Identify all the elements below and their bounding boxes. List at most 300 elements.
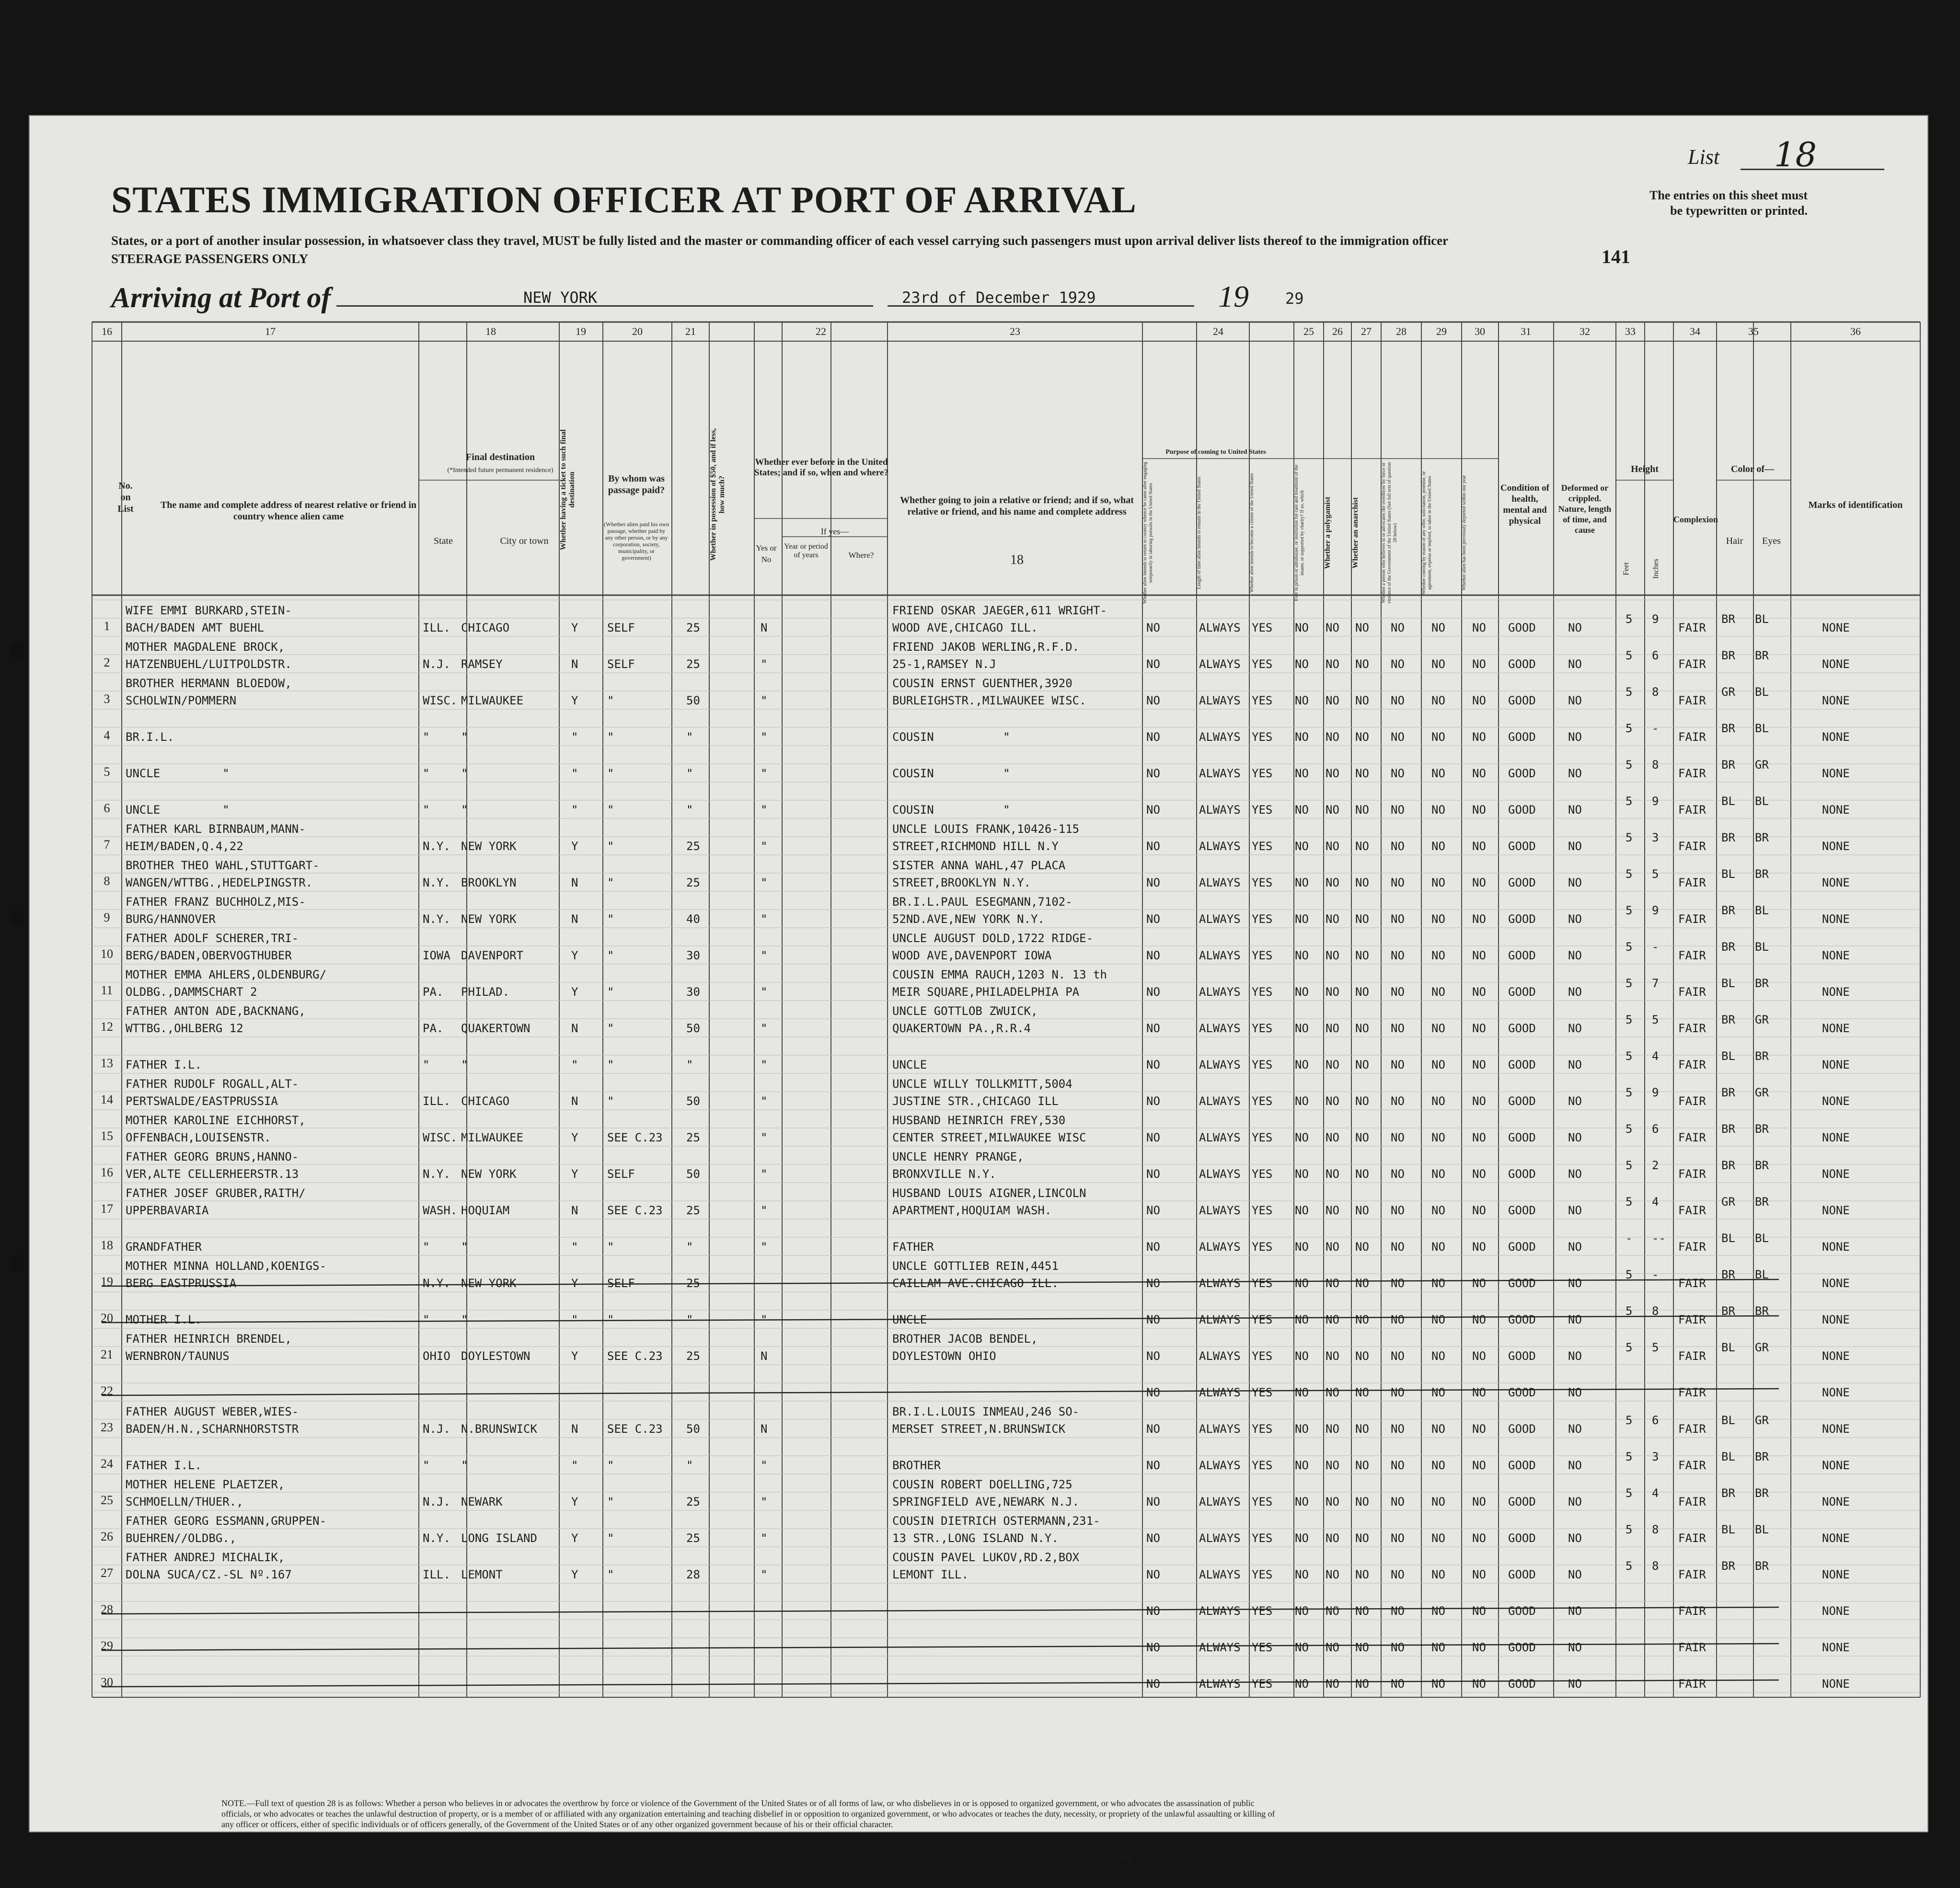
cell-anar: NO	[1355, 1604, 1369, 1618]
cell-poly: NO	[1326, 621, 1339, 634]
cell-state: "	[423, 767, 430, 780]
cell-rel1: MOTHER EMMA AHLERS,OLDENBURG/	[126, 968, 327, 981]
cell-cit: YES	[1252, 767, 1273, 780]
header-hair: Hair	[1726, 536, 1743, 546]
cell-rel1: FATHER JOSEF GRUBER,RAITH/	[126, 1186, 306, 1200]
list-label: List	[1688, 145, 1720, 169]
cell-q29: NO	[1431, 803, 1445, 817]
cell-ticket: "	[571, 1240, 578, 1254]
cell-feet: 5	[1626, 1049, 1633, 1063]
row-number: 20	[101, 1311, 113, 1325]
cell-length: ALWAYS	[1199, 1277, 1241, 1290]
cell-feet: 5	[1626, 940, 1633, 954]
cell-health: GOOD	[1508, 1058, 1536, 1071]
cell-eyes: BL	[1755, 612, 1769, 626]
cell-prison: NO	[1295, 803, 1309, 817]
cell-q29: NO	[1431, 1058, 1445, 1071]
cell-hair: BL	[1721, 1049, 1735, 1063]
column-number: 24	[1213, 325, 1223, 337]
cell-inches: 9	[1652, 612, 1659, 626]
cell-anar: NO	[1355, 985, 1369, 999]
cell-ret: NO	[1146, 840, 1160, 853]
cell-complexion: FAIR	[1678, 1240, 1706, 1254]
cell-q29: NO	[1431, 1677, 1445, 1691]
header-if-yes: If yes—	[820, 527, 849, 536]
cell-deform: NO	[1568, 1204, 1582, 1217]
cell-q29: NO	[1431, 621, 1445, 634]
cell-poly: NO	[1326, 1568, 1339, 1581]
cell-complexion: FAIR	[1678, 694, 1706, 707]
cell-money: 50	[686, 694, 700, 707]
cell-marks: NONE	[1822, 1131, 1850, 1144]
cell-ticket: "	[571, 1058, 578, 1071]
cell-join2: SPRINGFIELD AVE,NEWARK N.J.	[892, 1495, 1080, 1508]
cell-rel2: FATHER I.L.	[126, 1459, 202, 1472]
cell-ret: NO	[1146, 767, 1160, 780]
cell-q29: NO	[1431, 1422, 1445, 1436]
cell-money: 25	[686, 1131, 700, 1144]
cell-state: N.J.	[423, 657, 450, 671]
cell-length: ALWAYS	[1199, 1459, 1241, 1472]
cell-q29: NO	[1431, 1094, 1445, 1108]
cell-rel2: SCHOLWIN/POMMERN	[126, 694, 237, 707]
cell-inches: 9	[1652, 1086, 1659, 1099]
cell-length: ALWAYS	[1199, 1568, 1241, 1581]
cell-q29: NO	[1431, 1641, 1445, 1654]
cell-eyes: BR	[1755, 1304, 1769, 1318]
cell-poly: NO	[1326, 1058, 1339, 1071]
cell-prison: NO	[1295, 1022, 1309, 1035]
cell-health: GOOD	[1508, 1277, 1536, 1290]
cell-complexion: FAIR	[1678, 1459, 1706, 1472]
cell-rel2: BERG EASTPRUSSIA	[126, 1277, 237, 1290]
row-number: 25	[101, 1493, 113, 1507]
cell-q28: NO	[1391, 1641, 1405, 1654]
header-inches: Inches	[1652, 559, 1660, 579]
cell-deform: NO	[1568, 1677, 1582, 1691]
cell-join2: QUAKERTOWN PA.,R.R.4	[892, 1022, 1031, 1035]
cell-cit: YES	[1252, 1349, 1273, 1363]
cell-hair: GR	[1721, 1195, 1735, 1209]
cell-city: CHICAGO	[461, 1094, 510, 1108]
cell-feet: 5	[1626, 1523, 1633, 1536]
cell-inches: -	[1652, 722, 1659, 735]
cell-rel2: VER,ALTE CELLERHEERSTR.13	[126, 1167, 299, 1181]
cell-feet: 5	[1626, 1559, 1633, 1573]
cell-cit: YES	[1252, 1641, 1273, 1654]
cell-anar: NO	[1355, 1094, 1369, 1108]
cell-cit: YES	[1252, 694, 1273, 707]
cell-poly: NO	[1326, 1531, 1339, 1545]
cell-join2: MERSET STREET,N.BRUNSWICK	[892, 1422, 1066, 1436]
cell-rel1: FATHER GEORG ESSMANN,GRUPPEN-	[126, 1514, 327, 1528]
cell-join2: CAILLAM AVE.CHICAGO ILL.	[892, 1277, 1059, 1290]
cell-cit: YES	[1252, 985, 1273, 999]
cell-join1: FRIEND OSKAR JAEGER,611 WRIGHT-	[892, 604, 1107, 617]
cell-eyes: GR	[1755, 758, 1769, 771]
cell-before: "	[761, 1167, 768, 1181]
cell-money: 40	[686, 912, 700, 926]
cell-dep: NO	[1472, 1094, 1486, 1108]
cell-cit: YES	[1252, 1568, 1273, 1581]
cell-marks: NONE	[1822, 1677, 1850, 1691]
cell-inches: 5	[1652, 1013, 1659, 1026]
port-line	[336, 305, 873, 307]
cell-poly: NO	[1326, 1277, 1339, 1290]
cell-join2: WOOD AVE,CHICAGO ILL.	[892, 621, 1038, 634]
cell-cit: YES	[1252, 1677, 1273, 1691]
cell-health: GOOD	[1508, 912, 1536, 926]
cell-inches: --	[1652, 1232, 1666, 1245]
cell-deform: NO	[1568, 1531, 1582, 1545]
cell-anar: NO	[1355, 1495, 1369, 1508]
cell-anar: NO	[1355, 1277, 1369, 1290]
cell-state: N.Y.	[423, 1167, 450, 1181]
cell-rel2: MOTHER I.L.	[126, 1313, 202, 1326]
cell-q29: NO	[1431, 1167, 1445, 1181]
cell-state: N.J.	[423, 1495, 450, 1508]
cell-q29: NO	[1431, 657, 1445, 671]
cell-inches: 9	[1652, 794, 1659, 808]
cell-dep: NO	[1472, 1167, 1486, 1181]
cell-length: ALWAYS	[1199, 876, 1241, 889]
cell-deform: NO	[1568, 949, 1582, 962]
cell-anar: NO	[1355, 1349, 1369, 1363]
cell-dep: NO	[1472, 840, 1486, 853]
cell-eyes: BL	[1755, 722, 1769, 735]
cell-cit: YES	[1252, 1313, 1273, 1326]
cell-complexion: FAIR	[1678, 1131, 1706, 1144]
cell-money: 25	[686, 1531, 700, 1545]
header-yes-no: Yes or No	[756, 543, 777, 564]
cell-state: OHIO	[423, 1349, 450, 1363]
cell-join2: LEMONT ILL.	[892, 1568, 968, 1581]
cell-ret: NO	[1146, 1167, 1160, 1181]
cell-join1: COUSIN DIETRICH OSTERMANN,231-	[892, 1514, 1100, 1528]
header-join-relative: Whether going to join a relative or friend; and if so, what relative or friend, and his name and complete address	[900, 495, 1134, 517]
cell-deform: NO	[1568, 767, 1582, 780]
cell-health: GOOD	[1508, 803, 1536, 817]
cell-dep: NO	[1472, 803, 1486, 817]
cell-ret: NO	[1146, 1531, 1160, 1545]
cell-deform: NO	[1568, 1058, 1582, 1071]
cell-money: "	[686, 1313, 693, 1326]
cell-complexion: FAIR	[1678, 949, 1706, 962]
cell-cit: YES	[1252, 1131, 1273, 1144]
cell-health: GOOD	[1508, 1349, 1536, 1363]
cell-rel1: MOTHER MINNA HOLLAND,KOENIGS-	[126, 1259, 327, 1273]
cell-marks: NONE	[1822, 803, 1850, 817]
cell-paid: "	[607, 1495, 614, 1508]
cell-ret: NO	[1146, 1131, 1160, 1144]
cell-ret: NO	[1146, 912, 1160, 926]
cell-before: N	[761, 621, 768, 634]
row-number: 14	[101, 1093, 113, 1106]
header-state: State	[434, 536, 453, 546]
cell-deform: NO	[1568, 1167, 1582, 1181]
cell-hair: BL	[1721, 1414, 1735, 1427]
cell-poly: NO	[1326, 840, 1339, 853]
cell-city: NEW YORK	[461, 1167, 517, 1181]
header-no-on-list: No. on List	[117, 481, 134, 514]
header-ever-before: Whether ever before in the United States; and if so, when and where?	[754, 457, 888, 478]
cell-rel2: OLDBG.,DAMMSCHART 2	[126, 985, 257, 999]
cell-eyes: BL	[1755, 1268, 1769, 1281]
cell-length: ALWAYS	[1199, 949, 1241, 962]
cell-money: 50	[686, 1094, 700, 1108]
cell-prison: NO	[1295, 621, 1309, 634]
cell-rel2: HEIM/BADEN,Q.4,22	[126, 840, 243, 853]
cell-money: 25	[686, 621, 700, 634]
cell-feet: 5	[1626, 758, 1633, 771]
cell-ticket: Y	[571, 621, 578, 634]
cell-q29: NO	[1431, 1204, 1445, 1217]
cell-health: GOOD	[1508, 1204, 1536, 1217]
cell-poly: NO	[1326, 694, 1339, 707]
cell-q28: NO	[1391, 1604, 1405, 1618]
column-number: 27	[1361, 325, 1372, 337]
cell-prison: NO	[1295, 1459, 1309, 1472]
cell-city: NEWARK	[461, 1495, 503, 1508]
year-suffix: 29	[1285, 289, 1304, 308]
cell-rel1: FATHER HEINRICH BRENDEL,	[126, 1332, 292, 1346]
cell-paid: "	[607, 876, 614, 889]
cell-poly: NO	[1326, 1204, 1339, 1217]
cell-marks: NONE	[1822, 840, 1850, 853]
cell-rel1: MOTHER HELENE PLAETZER,	[126, 1478, 285, 1491]
cell-q29: NO	[1431, 985, 1445, 999]
header-complexion: Complexion	[1673, 515, 1718, 524]
cell-before: "	[761, 1094, 768, 1108]
cell-complexion: FAIR	[1678, 1386, 1706, 1399]
row-number: 8	[104, 874, 110, 888]
cell-poly: NO	[1326, 912, 1339, 926]
cell-eyes: BR	[1755, 1049, 1769, 1063]
cell-marks: NONE	[1822, 621, 1850, 634]
row-number: 6	[104, 801, 110, 815]
cell-paid: "	[607, 1531, 614, 1545]
cell-ret: NO	[1146, 657, 1160, 671]
cell-health: GOOD	[1508, 1131, 1536, 1144]
cell-prison: NO	[1295, 1094, 1309, 1108]
cell-complexion: FAIR	[1678, 803, 1706, 817]
cell-poly: NO	[1326, 1167, 1339, 1181]
header-city: City or town	[500, 536, 549, 546]
cell-q28: NO	[1391, 1022, 1405, 1035]
cell-q28: NO	[1391, 1531, 1405, 1545]
cell-inches: 3	[1652, 831, 1659, 844]
cell-hair: GR	[1721, 685, 1735, 699]
cell-q29: NO	[1431, 1459, 1445, 1472]
cell-health: GOOD	[1508, 694, 1536, 707]
cell-ticket: "	[571, 767, 578, 780]
cell-rel2: BADEN/H.N.,SCHARNHORSTSTR	[126, 1422, 299, 1436]
cell-length: ALWAYS	[1199, 1131, 1241, 1144]
cell-ret: NO	[1146, 1459, 1160, 1472]
cell-paid: SELF	[607, 1277, 635, 1290]
cell-rel1: BROTHER THEO WAHL,STUTTGART-	[126, 859, 320, 872]
cell-prison: NO	[1295, 1531, 1309, 1545]
cell-dep: NO	[1472, 621, 1486, 634]
cell-before: "	[761, 1022, 768, 1035]
cell-q28: NO	[1391, 1495, 1405, 1508]
cell-cit: YES	[1252, 803, 1273, 817]
cell-length: ALWAYS	[1199, 912, 1241, 926]
cell-dep: NO	[1472, 949, 1486, 962]
cell-health: GOOD	[1508, 1240, 1536, 1254]
cell-health: GOOD	[1508, 1604, 1536, 1618]
cell-dep: NO	[1472, 694, 1486, 707]
cell-eyes: BL	[1755, 940, 1769, 954]
row-number: 18	[101, 1238, 113, 1252]
cell-join1: COUSIN PAVEL LUKOV,RD.2,BOX	[892, 1551, 1080, 1564]
cell-dep: NO	[1472, 657, 1486, 671]
cell-state: WISC.	[423, 1131, 458, 1144]
cell-money: 28	[686, 1568, 700, 1581]
cell-join1: HUSBAND HEINRICH FREY,530	[892, 1114, 1066, 1127]
cell-q28: NO	[1391, 803, 1405, 817]
cell-ret: NO	[1146, 876, 1160, 889]
cell-join1: HUSBAND LOUIS AIGNER,LINCOLN	[892, 1186, 1086, 1200]
row-number: 29	[101, 1639, 113, 1653]
steerage-label: STEERAGE PASSENGERS ONLY	[111, 252, 309, 266]
cell-paid: "	[607, 1240, 614, 1254]
header-passage-paid: By whom was passage paid?	[608, 473, 665, 495]
cell-poly: NO	[1326, 1677, 1339, 1691]
cell-feet: 5	[1626, 1450, 1633, 1463]
cell-ret: NO	[1146, 1641, 1160, 1654]
cell-cit: YES	[1252, 657, 1273, 671]
cell-money: 25	[686, 1349, 700, 1363]
cell-city: N.BRUNSWICK	[461, 1422, 537, 1436]
header-eyes: Eyes	[1762, 536, 1781, 546]
cell-hair: BR	[1721, 1268, 1735, 1281]
cell-ret: NO	[1146, 1277, 1160, 1290]
cell-money: 25	[686, 1204, 700, 1217]
cell-rel1: MOTHER KAROLINE EICHHORST,	[126, 1114, 306, 1127]
cell-q29: NO	[1431, 1531, 1445, 1545]
cell-paid: "	[607, 1568, 614, 1581]
cell-length: ALWAYS	[1199, 985, 1241, 999]
cell-q28: NO	[1391, 1386, 1405, 1399]
cell-ticket: Y	[571, 1167, 578, 1181]
cell-rel1: FATHER ANTON ADE,BACKNANG,	[126, 1004, 306, 1018]
cell-marks: NONE	[1822, 876, 1850, 889]
cell-ticket: Y	[571, 1568, 578, 1581]
cell-deform: NO	[1568, 1313, 1582, 1326]
cell-deform: NO	[1568, 1277, 1582, 1290]
cell-dep: NO	[1472, 1240, 1486, 1254]
cell-state: "	[423, 1459, 430, 1472]
cell-feet: 5	[1626, 831, 1633, 844]
cell-hair: BR	[1721, 1013, 1735, 1026]
cell-length: ALWAYS	[1199, 1677, 1241, 1691]
cell-join2: BROTHER	[892, 1459, 941, 1472]
cell-before: "	[761, 985, 768, 999]
cell-city: MILWAUKEE	[461, 694, 524, 707]
cell-hair: BR	[1721, 1122, 1735, 1136]
cell-ret: NO	[1146, 1677, 1160, 1691]
cell-join2: JUSTINE STR.,CHICAGO ILL	[892, 1094, 1059, 1108]
cell-anar: NO	[1355, 657, 1369, 671]
cell-ticket: Y	[571, 1349, 578, 1363]
cell-paid: SEE C.23	[607, 1204, 663, 1217]
cell-rel2: DOLNA SUCA/CZ.-SL Nº.167	[126, 1568, 292, 1581]
cell-city: "	[461, 730, 468, 744]
cell-paid: SEE C.23	[607, 1131, 663, 1144]
cell-city: LEMONT	[461, 1568, 503, 1581]
cell-before: "	[761, 876, 768, 889]
cell-prison: NO	[1295, 949, 1309, 962]
cell-feet: 5	[1626, 1268, 1633, 1281]
cell-q28: NO	[1391, 621, 1405, 634]
cell-city: "	[461, 1058, 468, 1071]
cell-dep: NO	[1472, 876, 1486, 889]
row-number: 27	[101, 1566, 113, 1580]
cell-eyes: BL	[1755, 1523, 1769, 1536]
cell-state: IOWA	[423, 949, 450, 962]
cell-before: "	[761, 1568, 768, 1581]
cell-poly: NO	[1326, 1495, 1339, 1508]
cell-complexion: FAIR	[1678, 657, 1706, 671]
cell-rel2: BURG/HANNOVER	[126, 912, 216, 926]
cell-anar: NO	[1355, 1204, 1369, 1217]
cell-money: 50	[686, 1167, 700, 1181]
cell-rel2: WANGEN/WTTBG.,HEDELPINGSTR.	[126, 876, 313, 889]
cell-money: 25	[686, 840, 700, 853]
cell-length: ALWAYS	[1199, 803, 1241, 817]
row-number: 4	[104, 728, 110, 742]
cell-paid: "	[607, 803, 614, 817]
row-number: 9	[104, 910, 110, 924]
cell-complexion: FAIR	[1678, 621, 1706, 634]
cell-eyes: BR	[1755, 1559, 1769, 1573]
cell-rel2: HATZENBUEHL/LUITPOLDSTR.	[126, 657, 292, 671]
cell-rel1: MOTHER MAGDALENE BROCK,	[126, 640, 285, 654]
cell-anar: NO	[1355, 803, 1369, 817]
header-deported: Whether alien has been previously deported within one year	[1462, 475, 1467, 591]
cell-anar: NO	[1355, 1131, 1369, 1144]
cell-feet: 5	[1626, 1195, 1633, 1209]
cell-prison: NO	[1295, 1349, 1309, 1363]
cell-deform: NO	[1568, 1240, 1582, 1254]
cell-prison: NO	[1295, 1240, 1309, 1254]
cell-hair: BR	[1721, 1086, 1735, 1099]
cell-complexion: FAIR	[1678, 730, 1706, 744]
cell-dep: NO	[1472, 1531, 1486, 1545]
cell-health: GOOD	[1508, 1167, 1536, 1181]
header-ticket: Whether having a ticket to such final destination	[559, 429, 576, 551]
cell-inches: 4	[1652, 1195, 1659, 1209]
cell-ticket: Y	[571, 840, 578, 853]
cell-q29: NO	[1431, 767, 1445, 780]
cell-inches: -	[1652, 940, 1659, 954]
cell-join1: UNCLE GOTTLIEB REIN,4451	[892, 1259, 1059, 1273]
cell-health: GOOD	[1508, 1531, 1536, 1545]
cell-ret: NO	[1146, 803, 1160, 817]
cell-cit: YES	[1252, 1022, 1273, 1035]
cell-q29: NO	[1431, 1131, 1445, 1144]
header-year-period: Year or period of years	[784, 542, 828, 559]
cell-marks: NONE	[1822, 1277, 1850, 1290]
cell-length: ALWAYS	[1199, 1022, 1241, 1035]
cell-feet: 5	[1626, 1414, 1633, 1427]
cell-poly: NO	[1326, 1604, 1339, 1618]
cell-q28: NO	[1391, 730, 1405, 744]
column-number: 18	[485, 325, 496, 337]
cell-inches: 6	[1652, 649, 1659, 662]
cell-health: GOOD	[1508, 621, 1536, 634]
